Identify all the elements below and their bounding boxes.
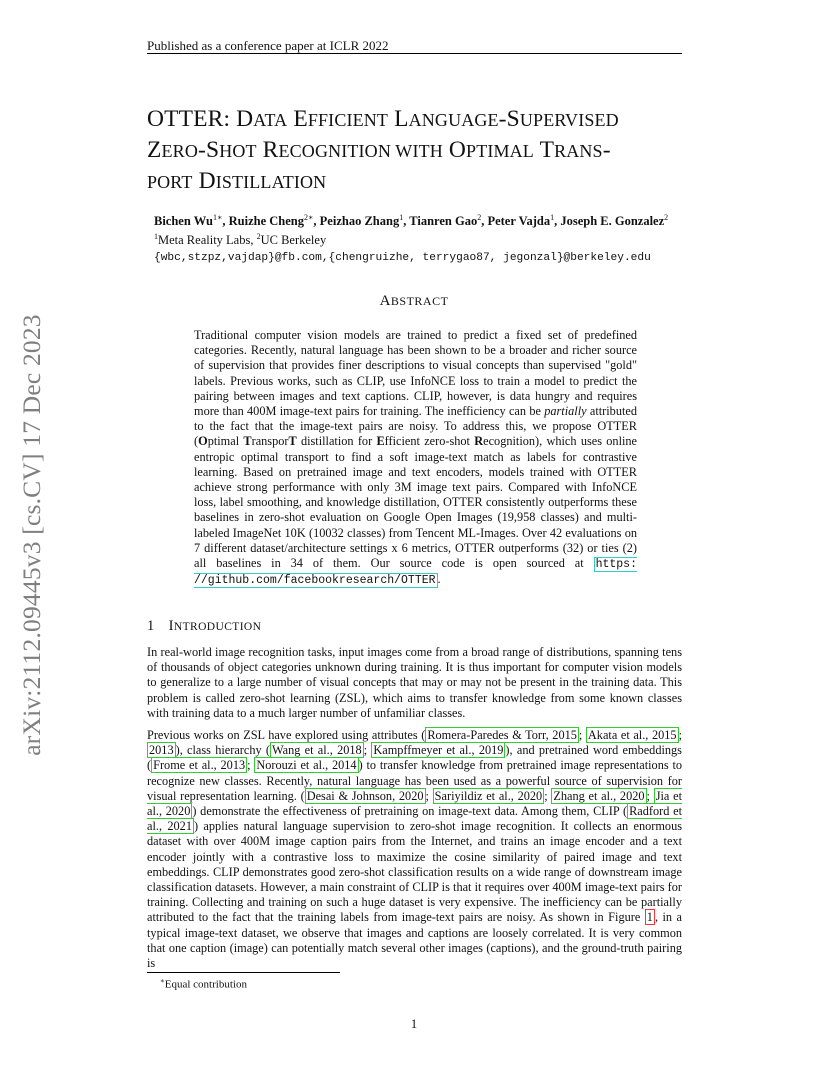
section-heading-introduction: 1 INTRODUCTION (147, 618, 262, 634)
citation[interactable]: Akata et al., 2015 (587, 728, 677, 742)
abstract-text: Traditional computer vision models are trained to predict a fixed set of predefined categories. Recently, natural language has been shown to be a broader and richer source of supervision that provides finer descriptions to visual concepts than supervised "gold" labels. Previous works, such as CLIP, use InfoNCE loss to train a model to predict the pairing between images and text captions. CLIP, however, is data hungry and requires more than 400M image-text pairs for training. The inefficiency can be partially attributed to the fact that the image-text pairs are noisy. To address this, we propose OTTER (Optimal TransporT distillation for Efficient zero-shot Recognition), which uses online entropic optimal transport to find a soft image-text match as labels for contrastive learning. Based on pretrained image and text encoders, models trained with OTTER achieve strong performance with only 3M image text pairs. Compared with InfoNCE loss, label smoothing, and knowledge distillation, OTTER consistently outperforms these baselines in zero-shot evaluation on Google Open Images (19,958 classes) and multi-labeled ImageNet 10K (10032 classes) from Tencent ML-Images. Over 42 evaluations on 7 different dataset/architecture settings x 6 metrics, OTTER outperforms (32) or ties (2) all baselines in 34 of them. Our source code is open sourced at https: //github.com/facebookresearch/OTTER . (194, 328, 638, 588)
paragraph-1: In real-world image recognition tasks, input images come from a broad range of distributions, spanning tens of thousands of object categories unknown during training. It is thus important for computer vision models to generalize to a large number of visual concepts that may or may not be present in the training data. This problem is called zero-shot learning (ZSL), which aims to transfer knowledge from some known classes with training data to a much larger number of unfamiliar classes. (147, 645, 682, 720)
abstract-heading: ABSTRACT (379, 293, 449, 309)
arxiv-watermark (12, 300, 52, 770)
footnote: ∗Equal contribution (160, 977, 247, 991)
paper-title (147, 104, 707, 197)
citation[interactable]: Norouzi et al., 2014 (256, 758, 357, 773)
author-names: Bichen $Wu^{1∗}$, Ruizhe Cheng$^{2∗}$, Peizhao Zhang$^1$, Tianren Gao$^2$, Peter Vajda$^1$, Joseph E. Gonzalez$^2$ (154, 213, 669, 229)
citation[interactable]: Desai & Johnson, 2020 (306, 788, 424, 803)
citation[interactable]: Radford et al., 2021 (147, 804, 682, 834)
arxiv-id: arXiv:2112.09445v3 [cs.CV] 17 Dec 2023 (17, 314, 46, 756)
page-number: 1 (410, 1017, 418, 1031)
title-line-1: OTTER: DATA EFFICIENT LANGUAGE-SUPERVISED (147, 106, 619, 132)
affiliations: $^1$Meta Reality Labs, $^2$UC Berkeley (154, 232, 327, 248)
citation[interactable]: Romera-Paredes & Torr, 2015 (427, 728, 577, 742)
citation[interactable]: Wang et al., 2018 (272, 743, 362, 758)
citation[interactable]: 2013 (149, 743, 174, 758)
figure-reference[interactable]: 1 (646, 910, 653, 925)
citation[interactable]: Kampffmeyer et al., 2019 (373, 743, 504, 758)
author-emails: {wbc,stzpz,vajdap}@fb.com,{chengruizhe, terrygao87, jegonzal}@berkeley.edu (154, 252, 651, 265)
citation[interactable]: Jia et al., 2020 (147, 788, 682, 819)
github-link[interactable]: https: //github.com/facebookresearch/OTTER (194, 558, 637, 588)
author-block (154, 210, 754, 266)
paragraph-2: Previous works on ZSL have explored using attributes ( Romera-Paredes & Torr, 2015 ; Akata et al., 2015 ; 2013 ), class hierarchy ( Wang et al., 2018 ; Kampffmeyer et al., 2019 ), and pretrained word embeddings ( Frome et al., 2013 ; Norouzi et al., 2014 ) to transfer knowledge from pretrained image representations to recognize new classes. Recently, natural language has been used as a powerful source of supervision for visual representation learning. ( Desai & Johnson, 2020 ; Sariyildiz et al., 2020 ; Zhang et al., 2020 ; Jia et al., 2020 ) demonstrate the effectiveness of pretraining on image-text data. Among them, CLIP ( Radford et al., 2021 ) applies natural language supervision to zero-shot image recognition. It collects an enormous dataset with over 400M image caption pairs from the Internet, and trains an image encoder and a text encoder jointly with a contrastive loss to maximize the cosine similarity of paired image and text embeddings. CLIP demonstrates good zero-shot classification results on a wide range of downstream image classification datasets. However, a main constraint of CLIP is that it requires over 400M image-text pairs for training. Collecting and training on such a huge dataset is very expensive. The inefficiency can be partially attributed to the fact that the training labels from image-text pairs are noisy. As shown in Figure 1 , in a typical image-text dataset, we observe that images and captions are loosely correlated. It is very common that one caption (image) can potentially match several other images (captions), and the ground-truth pairing is (147, 728, 683, 971)
title-line-2: ZERO-SHOT RECOGNITION WITH OPTIMAL TRANS- (147, 137, 611, 163)
title-line-3: PORT DISTILLATION (147, 168, 327, 194)
citation[interactable]: Zhang et al., 2020 (553, 788, 645, 803)
footnote-rule (147, 972, 340, 973)
header-rule (147, 53, 682, 54)
citation[interactable]: Frome et al., 2013 (153, 758, 246, 773)
running-header: Published as a conference paper at ICLR 2022 (147, 38, 389, 53)
citation[interactable]: Sariyildiz et al., 2020 (434, 788, 543, 803)
